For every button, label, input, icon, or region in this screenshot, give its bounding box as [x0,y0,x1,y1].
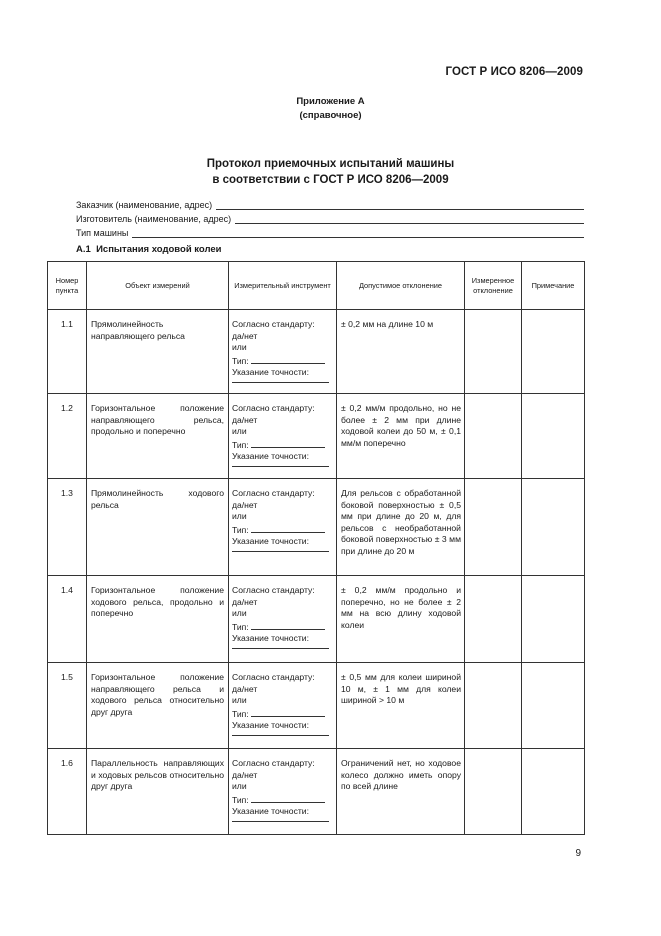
row-num: 1.4 [48,576,87,663]
protocol-title-line2: в соответствии с ГОСТ Р ИСО 8206—2009 [212,174,449,186]
instrument-standard: Согласно стандарту: [232,403,315,413]
accuracy-blank [232,548,329,552]
row-tolerance: ± 0,5 мм для колеи шириной 10 м, ± 1 мм для колеи шириной > 10 м [337,663,465,749]
type-blank [251,707,325,717]
row-measured [465,310,522,394]
table-row [48,310,585,394]
row-instrument [229,479,337,576]
row-object: Горизонтальное положение ходового рельса, продольно и поперечно [87,576,229,663]
instrument-standard: Согласно стандарту: [232,672,315,682]
row-object: Горизонтальное положение направляющего рельса, продольно и поперечно [87,394,229,479]
row-tolerance: ± 0,2 мм/м продольно, но не более ± 2 мм при длине ходовой колеи до 50 м, ± 0,1 мм/м поперечно [337,394,465,479]
row-note [522,310,585,394]
row-measured [465,479,522,576]
table-row [48,749,585,835]
instrument-standard: Согласно стандарту: [232,585,315,595]
type-blank [251,620,325,630]
row-tolerance: ± 0,2 мм на длине 10 м [337,310,465,394]
type-blank [251,438,325,448]
row-note [522,394,585,479]
customer-label: Заказчик (наименование, адрес) [76,200,213,210]
table-row [48,663,585,749]
type-blank [251,793,325,803]
instrument-type: Тип: [232,355,249,366]
row-object: Параллельность направляющих и ходовых рельсов относительно друг друга [87,749,229,835]
row-num: 1.5 [48,663,87,749]
instrument-yesno: да/нет [232,683,258,694]
instrument-or: или [232,426,247,437]
accuracy-blank [232,732,329,736]
instrument-accuracy: Указание точности: [232,720,309,731]
instrument-accuracy: Указание точности: [232,367,309,378]
row-instrument [229,749,337,835]
instrument-or: или [232,342,247,353]
type-blank [251,354,325,364]
row-measured [465,749,522,835]
protocol-title [0,156,661,188]
section-heading [76,244,222,255]
row-num: 1.2 [48,394,87,479]
header-tolerance: Допустимое отклонение [337,262,465,310]
accuracy-blank [232,818,329,822]
header-num: Номер пункта [48,262,87,310]
header-note: Примечание [522,262,585,310]
accuracy-blank [232,379,329,383]
table-row [48,394,585,479]
machine-type-blank-line [132,228,584,238]
protocol-title-line1: Протокол приемочных испытаний машины [206,158,455,170]
instrument-or: или [232,511,247,522]
instrument-yesno: да/нет [232,499,258,510]
instrument-standard: Согласно стандарту: [232,319,315,329]
row-num: 1.3 [48,479,87,576]
type-blank [251,523,325,533]
row-tolerance: Ограничений нет, но ходовое колесо должно иметь опору по всей длине [337,749,465,835]
instrument-accuracy: Указание точности: [232,451,309,462]
instrument-type: Тип: [232,439,249,450]
row-num: 1.6 [48,749,87,835]
track-test-table [47,261,585,835]
standard-header: ГОСТ Р ИСО 8206—2009 [445,66,583,78]
table-header-row [48,262,585,310]
row-note [522,663,585,749]
annex-title: Приложение А [296,96,365,107]
row-tolerance: ± 0,2 мм/м продольно и поперечно, но не более ± 2 мм на всю длину ходовой колеи [337,576,465,663]
customer-blank-line [216,200,584,210]
page-number: 9 [575,848,581,859]
accuracy-blank [232,463,329,467]
instrument-standard: Согласно стандарту: [232,488,315,498]
row-object: Прямолинейность ходового рельса [87,479,229,576]
row-note [522,479,585,576]
header-measured: Измеренное отклонение [465,262,522,310]
table-row [48,576,585,663]
annex-heading [0,95,661,123]
section-title: Испытания ходовой колеи [96,244,222,255]
instrument-yesno: да/нет [232,769,258,780]
row-num: 1.1 [48,310,87,394]
instrument-yesno: да/нет [232,414,258,425]
instrument-type: Тип: [232,708,249,719]
row-measured [465,576,522,663]
manufacturer-field [76,212,584,224]
row-object: Горизонтальное положение направляющего рельса и ходового рельса относительно друг друга [87,663,229,749]
row-note [522,576,585,663]
annex-note: (справочное) [299,110,362,121]
instrument-yesno: да/нет [232,330,258,341]
row-instrument [229,663,337,749]
row-instrument [229,394,337,479]
instrument-standard: Согласно стандарту: [232,758,315,768]
instrument-accuracy: Указание точности: [232,806,309,817]
instrument-yesno: да/нет [232,596,258,607]
section-number: А.1 [76,244,91,255]
instrument-or: или [232,608,247,619]
instrument-accuracy: Указание точности: [232,536,309,547]
header-instrument: Измерительный инструмент [229,262,337,310]
customer-field [76,198,584,210]
machine-type-label: Тип машины [76,228,129,238]
instrument-or: или [232,781,247,792]
machine-type-field [76,226,584,238]
row-instrument [229,576,337,663]
row-note [522,749,585,835]
header-object: Объект измерений [87,262,229,310]
instrument-or: или [232,695,247,706]
row-tolerance: Для рельсов с обработанной боковой поверхностью ± 0,5 мм при длине до 20 м, для рельсов с необработанной боковой поверхностью ± 3 мм при длине до 20 м [337,479,465,576]
instrument-accuracy: Указание точности: [232,633,309,644]
manufacturer-blank-line [235,214,584,224]
manufacturer-label: Изготовитель (наименование, адрес) [76,214,232,224]
row-instrument [229,310,337,394]
row-measured [465,663,522,749]
row-object: Прямолинейность направляющего рельса [87,310,229,394]
instrument-type: Тип: [232,794,249,805]
instrument-type: Тип: [232,524,249,535]
accuracy-blank [232,645,329,649]
table-row [48,479,585,576]
row-measured [465,394,522,479]
instrument-type: Тип: [232,621,249,632]
